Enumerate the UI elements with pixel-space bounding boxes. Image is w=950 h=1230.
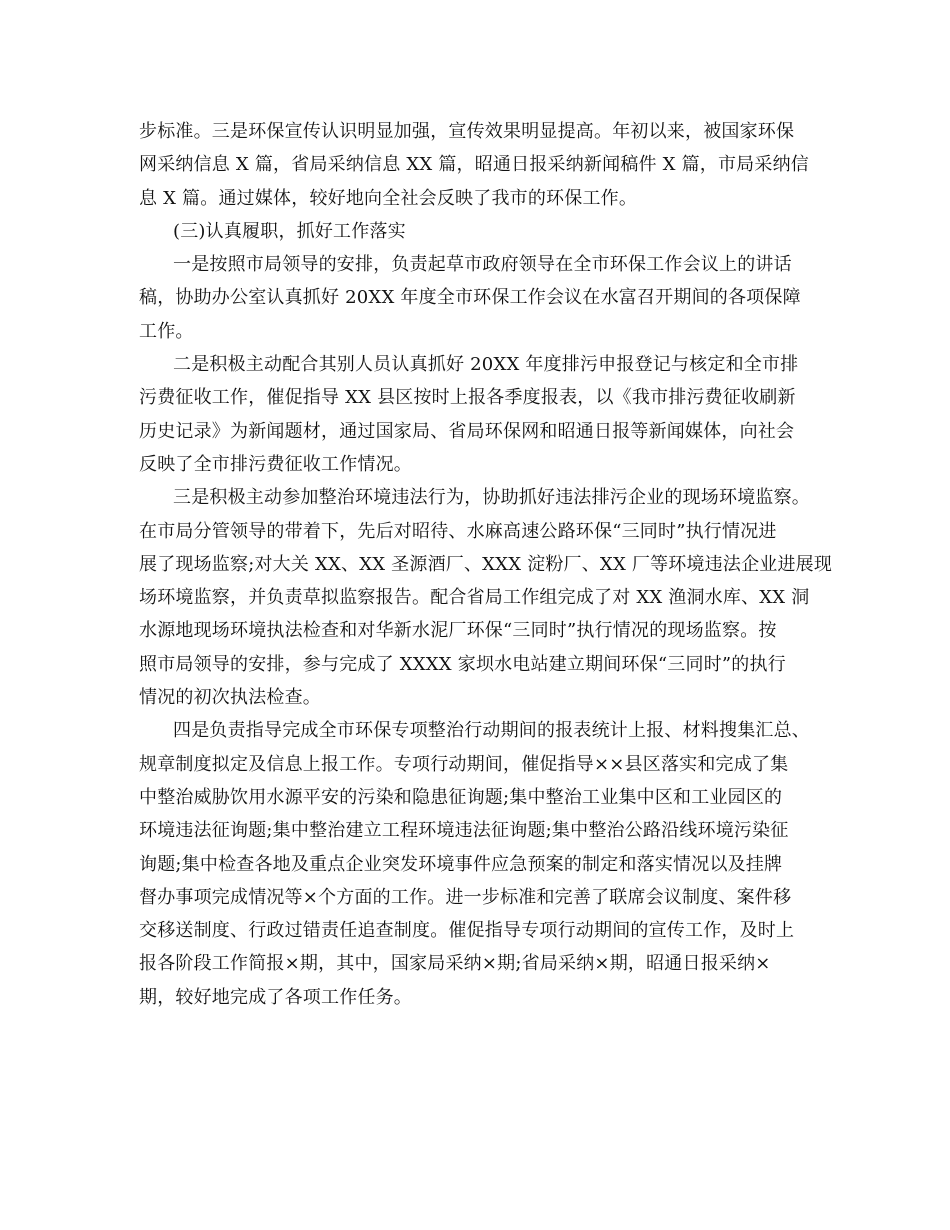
text-line: 期，较好地完成了各项工作任务。 xyxy=(139,986,412,1008)
text-line: 网采纳信息 X 篇，省局采纳信息 XX 篇，昭通日报采纳新闻稿件 X 篇，市局采纳信 xyxy=(139,154,809,176)
text-line: 环境违法征询题;集中整治建立工程环境违法征询题;集中整治公路沿线环境污染征 xyxy=(139,820,789,842)
text-line: 询题;集中检查各地及重点企业突发环境事件应急预案的制定和落实情况以及挂牌 xyxy=(139,853,783,875)
text-line: 交移送制度、行政过错责任追查制度。催促指导专项行动期间的宣传工作，及时上 xyxy=(139,920,795,942)
text-line: 规章制度拟定及信息上报工作。专项行动期间，催促指导××县区落实和完成了集 xyxy=(139,753,789,775)
text-line: 四是负责指导完成全市环保专项整治行动期间的报表统计上报、材料搜集汇总、 xyxy=(173,720,810,742)
text-line: 情况的初次执法检查。 xyxy=(139,687,321,709)
text-line: 三是积极主动参加整治环境违法行为，协助抓好违法排污企业的现场环境监察。 xyxy=(173,487,810,509)
text-line: 督办事项完成情况等×个方面的工作。进一步标准和完善了联席会议制度、案件移 xyxy=(139,886,792,908)
text-line: 稿，协助办公室认真抓好 20XX 年度全市环保工作会议在水富召开期间的各项保障 xyxy=(139,287,801,309)
text-line: 反映了全市排污费征收工作情况。 xyxy=(139,453,412,475)
text-line: 工作。 xyxy=(139,320,194,342)
text-line: 一是按照市局领导的安排，负责起草市政府领导在全市环保工作会议上的讲话 xyxy=(173,254,792,276)
document-body xyxy=(139,115,833,1014)
text-line: 在市局分管领导的带着下，先后对昭待、水麻高速公路环保“三同时”执行情况进 xyxy=(139,520,777,542)
text-line: 步标准。三是环保宣传认识明显加强，宣传效果明显提高。年初以来，被国家环保 xyxy=(139,121,795,142)
text-line: 污费征收工作，催促指导 XX 县区按时上报各季度报表，以《我市排污费征收刷新 xyxy=(139,387,796,409)
text-line: 中整治威胁饮用水源平安的污染和隐患征询题;集中整治工业集中区和工业园区的 xyxy=(139,786,783,808)
text-line: 历史记录》为新闻题材，通过国家局、省局环保网和昭通日报等新闻媒体，向社会 xyxy=(139,420,795,442)
text-line: 报各阶段工作简报×期，其中，国家局采纳×期;省局采纳×期，昭通日报采纳× xyxy=(139,953,771,975)
text-line: 展了现场监察;对大关 XX、XX 圣源酒厂、XXX 淀粉厂、XX 厂等环境违法企业进展现 xyxy=(139,553,833,575)
text-line: 场环境监察，并负责草拟监察报告。配合省局工作组完成了对 XX 渔洞水库、XX 洞 xyxy=(139,587,810,609)
text-line: 息 X 篇。通过媒体，较好地向全社会反映了我市的环保工作。 xyxy=(139,187,638,209)
text-line: 二是积极主动配合其别人员认真抓好 20XX 年度排污申报登记与核定和全市排 xyxy=(173,354,799,376)
text-line: 照市局领导的安排，参与完成了 XXXX 家坝水电站建立期间环保“三同时”的执行 xyxy=(139,653,786,675)
text-line: 水源地现场环境执法检查和对华新水泥厂环保“三同时”执行情况的现场监察。按 xyxy=(139,620,777,642)
text-line: (三)认真履职，抓好工作落实 xyxy=(173,220,406,242)
